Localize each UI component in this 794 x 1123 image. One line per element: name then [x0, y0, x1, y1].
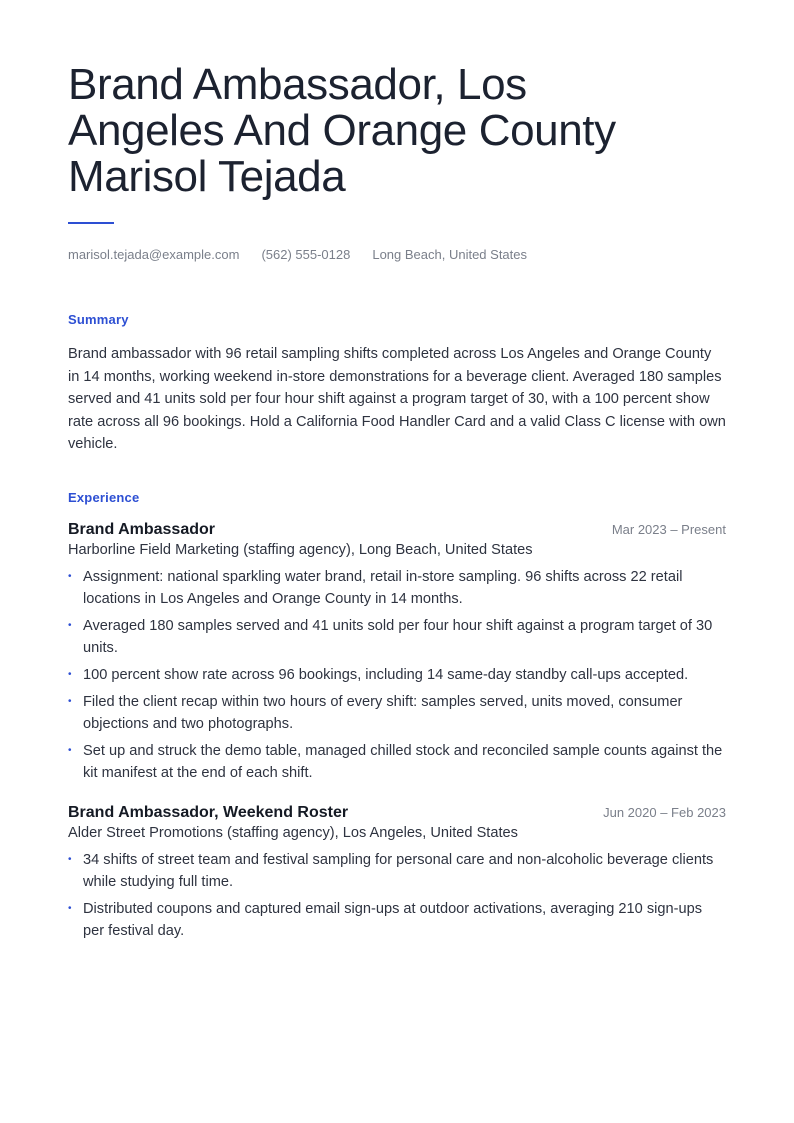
bullet-text: Assignment: national sparkling water brand, retail in-store sampling. 96 shifts across 22 retail locations in Los Angeles and Orange County in 14 months. — [83, 568, 683, 607]
contact-location: Long Beach, United States — [372, 247, 528, 262]
experience-heading: Experience — [68, 489, 140, 505]
list-item — [68, 740, 726, 784]
bullet-icon: • — [68, 570, 72, 582]
contact-info — [68, 247, 726, 262]
list-item — [68, 898, 726, 942]
list-item — [68, 615, 726, 659]
job-title: Brand Ambassador, Weekend Roster — [68, 803, 349, 821]
job-dates: Mar 2023 – Present — [611, 521, 726, 537]
list-item — [68, 566, 726, 610]
bullet-text: 100 percent show rate across 96 bookings, including 14 same-day standby call-ups accepted. — [83, 666, 689, 683]
job-company: Alder Street Promotions (staffing agency), Los Angeles, United States — [68, 824, 518, 841]
bullet-text: Averaged 180 samples served and 41 units sold per four hour shift against a program target of 30 units. — [83, 617, 713, 656]
job-entry — [68, 804, 726, 942]
contact-email[interactable]: marisol.tejada@example.com — [68, 247, 240, 262]
bullet-text: Distributed coupons and captured email sign-ups at outdoor activations, averaging 210 sign-ups per festival day. — [83, 900, 702, 939]
summary-text: Brand ambassador with 96 retail sampling shifts completed across Los Angeles and Orange County in 14 months, working weekend in-store demonstrations for a beverage client. Averaged 180 samples served and 41 units sold per four hour shift against a program target of 30, with a 100 percent show rate across all 96 bookings. Hold a California Food Handler Card and a valid Class C license with own vehicle. — [68, 346, 726, 453]
job-header — [68, 804, 726, 822]
title-line: Angeles And Orange County — [68, 106, 616, 155]
bullet-icon: • — [68, 853, 72, 865]
list-item — [68, 664, 726, 686]
bullet-text: Filed the client recap within two hours of every shift: samples served, units moved, consumer objections and two photographs. — [83, 693, 683, 732]
job-entry — [68, 521, 726, 784]
bullet-icon: • — [68, 902, 72, 914]
job-company: Harborline Field Marketing (staffing agency), Long Beach, United States — [68, 541, 533, 558]
job-header — [68, 521, 726, 539]
summary-heading: Summary — [68, 312, 129, 327]
accent-divider — [68, 222, 114, 224]
job-bullets — [68, 566, 726, 784]
list-item — [68, 691, 726, 735]
contact-phone[interactable]: (562) 555-0128 — [261, 247, 351, 262]
bullet-icon: • — [68, 668, 72, 680]
bullet-icon: • — [68, 744, 72, 756]
bullet-icon: • — [68, 619, 72, 631]
job-dates: Jun 2020 – Feb 2023 — [603, 804, 726, 820]
list-item — [68, 849, 726, 893]
page-title — [68, 62, 708, 200]
title-line: Brand Ambassador, Los — [68, 60, 527, 109]
bullet-text: 34 shifts of street team and festival sampling for personal care and non-alcoholic beverage clients while studying full time. — [83, 851, 714, 890]
title-line: Marisol Tejada — [68, 152, 346, 201]
bullet-text: Set up and struck the demo table, managed chilled stock and reconciled sample counts against the kit manifest at the end of each shift. — [83, 742, 723, 781]
bullet-icon: • — [68, 695, 72, 707]
job-title: Brand Ambassador — [68, 520, 215, 538]
job-bullets — [68, 849, 726, 942]
